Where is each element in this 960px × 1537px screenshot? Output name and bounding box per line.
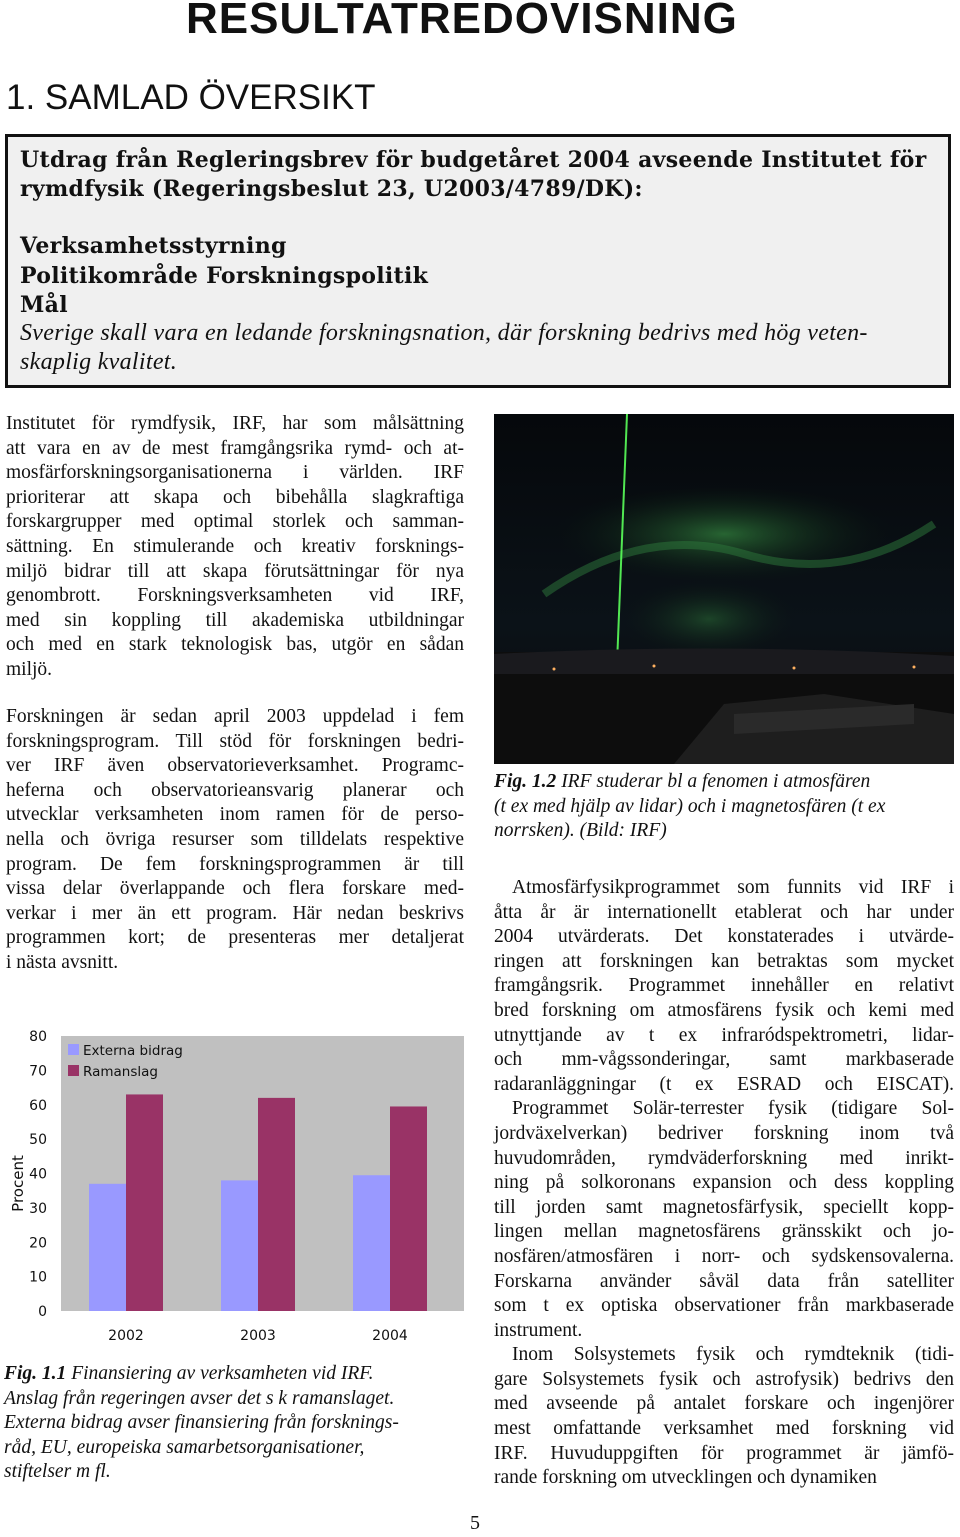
box-line-1: Utdrag från Regleringsbrev för budgetåret 2004 avseende Institutet för — [20, 147, 927, 173]
box-line-3: Verksamhetsstyrning — [20, 233, 287, 259]
y-tick-label: 70 — [29, 1063, 47, 1080]
legend-swatch — [68, 1065, 79, 1076]
figure-label: Fig. 1.2 — [494, 771, 557, 792]
x-tick-label: 2004 — [372, 1328, 408, 1344]
text-line: instrument. — [494, 1319, 583, 1341]
bar-ramanslag — [258, 1098, 295, 1311]
caption-text: norrsken). (Bild: IRF) — [494, 820, 667, 842]
legend-label: Ramanslag — [83, 1064, 158, 1080]
y-tick-label: 0 — [38, 1304, 47, 1320]
text-line: programmen kort; de presenteras mer detaljerat — [6, 927, 464, 949]
text-line: ning på solkoronans expansion och dess koppling — [494, 1172, 954, 1194]
page-number: 5 — [470, 1512, 480, 1534]
aurora-lidar-photo — [494, 414, 954, 764]
text-line: Forskarna använder såväl data från satelliter — [494, 1270, 954, 1292]
text-line: radaranläggningar (t ex ESRAD och EISCAT). — [494, 1073, 954, 1095]
caption-text: Externa bidrag avser finansiering från forsknings- — [4, 1412, 399, 1434]
text-line: Inom Solsystemets fysik och rymdteknik (tidi- — [512, 1344, 954, 1366]
y-axis-label: Procent — [9, 1155, 27, 1212]
figure-1-2-caption — [494, 770, 956, 844]
y-tick-label: 80 — [29, 1029, 47, 1045]
box-line-2: rymdfysik (Regeringsbeslut 23, U2003/4789/DK): — [20, 176, 643, 202]
text-line: att vara en av de mest framgångsrika rymd- och at- — [6, 437, 464, 459]
text-line: som t ex optiska observationer från markbaserade — [494, 1295, 954, 1317]
funding-bar-chart — [4, 1013, 464, 1358]
text-line: nosfären/atmosfären i norr- och sydskensovalerna. — [494, 1245, 954, 1267]
caption-text: Finansiering av verksamheten vid IRF. — [66, 1363, 374, 1384]
text-line: bred forskning om atmosfärens fysik och kemi med — [494, 999, 954, 1021]
x-tick-label: 2002 — [108, 1328, 144, 1344]
text-line: åtta år är internationellt etablerat och har under — [494, 901, 954, 923]
box-line-7: skaplig kvalitet. — [20, 349, 178, 375]
y-tick-label: 40 — [29, 1166, 47, 1183]
text-line: Institutet för rymdfysik, IRF, har som målsättning — [6, 413, 464, 434]
text-line: nella och övriga resurser som tilldelats respektive — [6, 828, 464, 850]
text-line: miljö bidrar till att skapa förutsättningar för nya — [6, 560, 464, 582]
text-line: ver IRF även observatorieverksamhet. Programc- — [6, 755, 464, 777]
y-tick-label: 50 — [29, 1132, 47, 1149]
y-tick-label: 10 — [29, 1269, 47, 1286]
caption-text: stiftelser m fl. — [4, 1461, 111, 1483]
text-line: till jorden samt magnetosfärfysik, speciellt kopp- — [494, 1196, 954, 1218]
text-line: program. De fem forskningsprogrammen är till — [6, 853, 464, 875]
programs-paragraph — [6, 705, 464, 976]
bar-externa-bidrag — [89, 1184, 126, 1311]
text-line: Atmosfärfysikprogrammet som funnits vid IRF i — [512, 877, 954, 898]
box-line-4: Politikområde Forskningspolitik — [20, 263, 429, 289]
text-line: gare Solsystemets fysik och astrofysik) bedrivs den — [494, 1368, 954, 1390]
text-line: 2004 utvärderats. Det konstaterades i utvärde- — [494, 926, 954, 948]
x-tick-label: 2003 — [240, 1328, 276, 1344]
text-line: verkar i mer än ett program. Här nedan beskrivs — [6, 902, 464, 924]
bar-ramanslag — [126, 1094, 163, 1311]
text-line: med sin koppling till akademiska utbildningar — [6, 609, 464, 631]
program-description-paragraph — [494, 876, 954, 1491]
text-line: och med en stark teknologisk bas, utgör en sådan — [6, 634, 464, 656]
bar-ramanslag — [390, 1106, 427, 1311]
text-line: mosfärforskningsorganisationerna i världen. IRF — [6, 462, 464, 484]
figure-label: Fig. 1.1 — [4, 1363, 67, 1384]
text-line: med avseende på antalet forskare och ingenjörer — [494, 1393, 954, 1415]
regulation-excerpt-box — [5, 134, 951, 388]
text-line: rande forskning om utvecklingen och dynamiken — [494, 1467, 877, 1489]
box-line-5: Mål — [20, 292, 68, 318]
text-line: heferna och observatorieansvarig planerar och — [6, 779, 464, 801]
bar-externa-bidrag — [353, 1175, 390, 1311]
text-line: miljö. — [6, 658, 53, 680]
text-line: genombrott. Forskningsverksamheten vid IRF, — [6, 585, 464, 607]
text-line: vissa delar överlappande och flera forskare med- — [6, 878, 464, 900]
text-line: prioriterar att skapa och bibehålla slagkraftiga — [6, 486, 464, 508]
text-line: huvudområden, rymdväderforskning med inrikt- — [494, 1147, 954, 1169]
text-line: Forskningen är sedan april 2003 uppdelad i fem — [6, 706, 464, 727]
caption-text: råd, EU, europeiska samarbetsorganisationer, — [4, 1436, 365, 1458]
page-title: RESULTATREDOVISNING — [186, 0, 738, 43]
text-line: och mm-vågssonderingar, samt markbaserade — [494, 1049, 954, 1071]
text-line: forskargrupper med optimal storlek och samman- — [6, 511, 464, 533]
text-line: framgångsrik. Programmet innehåller en relativt — [494, 975, 954, 997]
y-tick-label: 20 — [29, 1235, 47, 1252]
text-line: IRF. Huvuduppgiften för programmet är jämfö- — [494, 1442, 954, 1464]
text-line: i nästa avsnitt. — [6, 951, 119, 973]
text-line: mest omfattande verksamhet med forskning vid — [494, 1418, 954, 1440]
caption-text: (t ex med hjälp av lidar) och i magnetosfären (t ex — [494, 795, 886, 817]
text-line: sättning. En stimulerande och kreativ forsknings- — [6, 535, 464, 557]
text-line: lingen mellan magnetosfärens gränsskikt och jo- — [494, 1221, 954, 1243]
bar-externa-bidrag — [221, 1180, 258, 1311]
legend-swatch — [68, 1044, 79, 1055]
text-line: ringen att forskningen kan betraktas som mycket — [494, 950, 954, 972]
text-line: jordväxelverkan) bedriver forskning inom två — [494, 1122, 954, 1144]
text-line: forskningsprogram. Till stöd för forskningen bedri- — [6, 730, 464, 752]
figure-1-1-caption — [4, 1362, 466, 1485]
caption-text: IRF studerar bl a fenomen i atmosfären — [556, 771, 871, 792]
text-line: utvecklar verksamheten inom ramen för de perso- — [6, 804, 464, 826]
caption-text: Anslag från regeringen avser det s k ramanslaget. — [4, 1387, 395, 1409]
y-tick-label: 60 — [29, 1097, 47, 1114]
legend-label: Externa bidrag — [83, 1043, 183, 1059]
text-line: Programmet Solär-terrester fysik (tidigare Sol- — [512, 1098, 954, 1120]
y-tick-label: 30 — [29, 1200, 47, 1217]
section-title: 1. SAMLAD ÖVERSIKT — [6, 78, 376, 117]
text-line: utnyttjande av t ex infraródspektrometri, lidar- — [494, 1024, 954, 1046]
intro-paragraph — [6, 412, 464, 683]
box-line-6: Sverige skall vara en ledande forskningsnation, där forskning bedrivs med hög veten- — [20, 320, 868, 346]
